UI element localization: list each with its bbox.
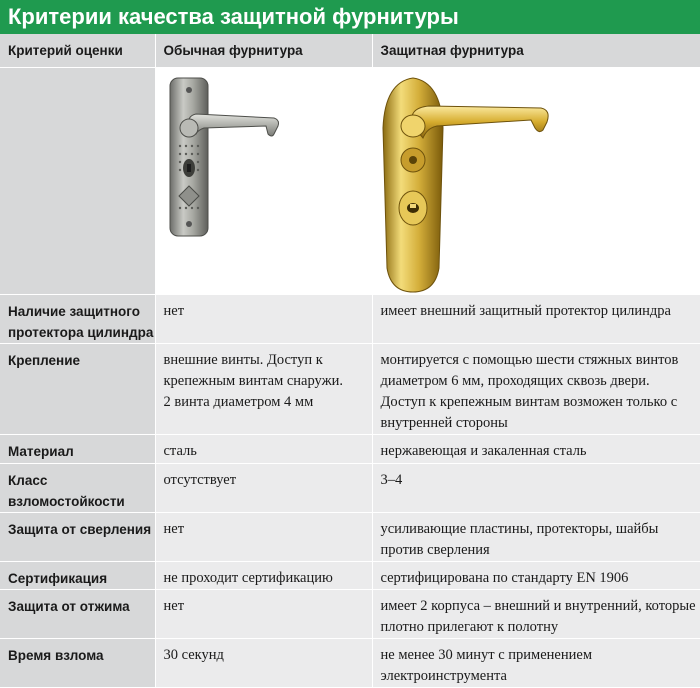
security-cell: нержавеющая и закаленная сталь	[372, 435, 700, 464]
column-header-ordinary: Обычная фурнитура	[155, 34, 372, 68]
criterion-cell: Материал	[0, 435, 155, 464]
table-row	[0, 435, 700, 464]
table-row	[0, 464, 700, 513]
security-cell: имеет внешний защитный протектор цилиндра	[372, 295, 700, 344]
criterion-cell: Наличие защитного протектора цилиндра	[0, 295, 155, 344]
brass-security-handle-image	[373, 68, 700, 294]
ordinary-cell: нет	[155, 513, 372, 562]
security-cell: имеет 2 корпуса – внешний и внутренний, которые плотно прилегают к полотну	[372, 590, 700, 639]
criterion-cell: Крепление	[0, 344, 155, 435]
column-header-criterion: Критерий оценки	[0, 34, 155, 68]
table-row	[0, 295, 700, 344]
ordinary-cell: отсутствует	[155, 464, 372, 513]
security-cell: монтируется с помощью шести стяжных винтов диаметром 6 мм, проходящих сквозь двери. Доступ к крепежным винтам возможен только с внутренней стороны	[372, 344, 700, 435]
ordinary-cell: не проходит сертификацию	[155, 562, 372, 590]
column-header-security: Защитная фурнитура	[372, 34, 700, 68]
criterion-cell: Время взлома	[0, 639, 155, 688]
table-row	[0, 562, 700, 590]
security-cell: усиливающие пластины, протекторы, шайбы против сверления	[372, 513, 700, 562]
security-cell: не менее 30 минут с применением электроинструмента	[372, 639, 700, 688]
table-row	[0, 590, 700, 639]
ordinary-cell: нет	[155, 590, 372, 639]
image-row-empty-cell	[0, 68, 155, 295]
ordinary-cell: сталь	[155, 435, 372, 464]
criterion-cell: Сертификация	[0, 562, 155, 590]
ordinary-cell: 30 секунд	[155, 639, 372, 688]
comparison-table	[0, 34, 700, 688]
ordinary-cell: внешние винты. Доступ к крепежным винтам снаружи. 2 винта диаметром 4 мм	[155, 344, 372, 435]
criterion-cell: Класс взломостойкости	[0, 464, 155, 513]
steel-handle-image	[156, 68, 372, 294]
table-row	[0, 639, 700, 688]
criterion-cell: Защита от отжима	[0, 590, 155, 639]
image-row	[0, 68, 700, 295]
security-handle-image-cell	[372, 68, 700, 295]
page-title: Критерии качества защитной фурнитуры	[0, 0, 700, 34]
security-cell: 3–4	[372, 464, 700, 513]
table-row	[0, 344, 700, 435]
table-row	[0, 513, 700, 562]
ordinary-cell: нет	[155, 295, 372, 344]
ordinary-handle-image-cell	[155, 68, 372, 295]
criterion-cell: Защита от сверления	[0, 513, 155, 562]
header-row	[0, 34, 700, 68]
security-cell: сертифицирована по стандарту EN 1906	[372, 562, 700, 590]
